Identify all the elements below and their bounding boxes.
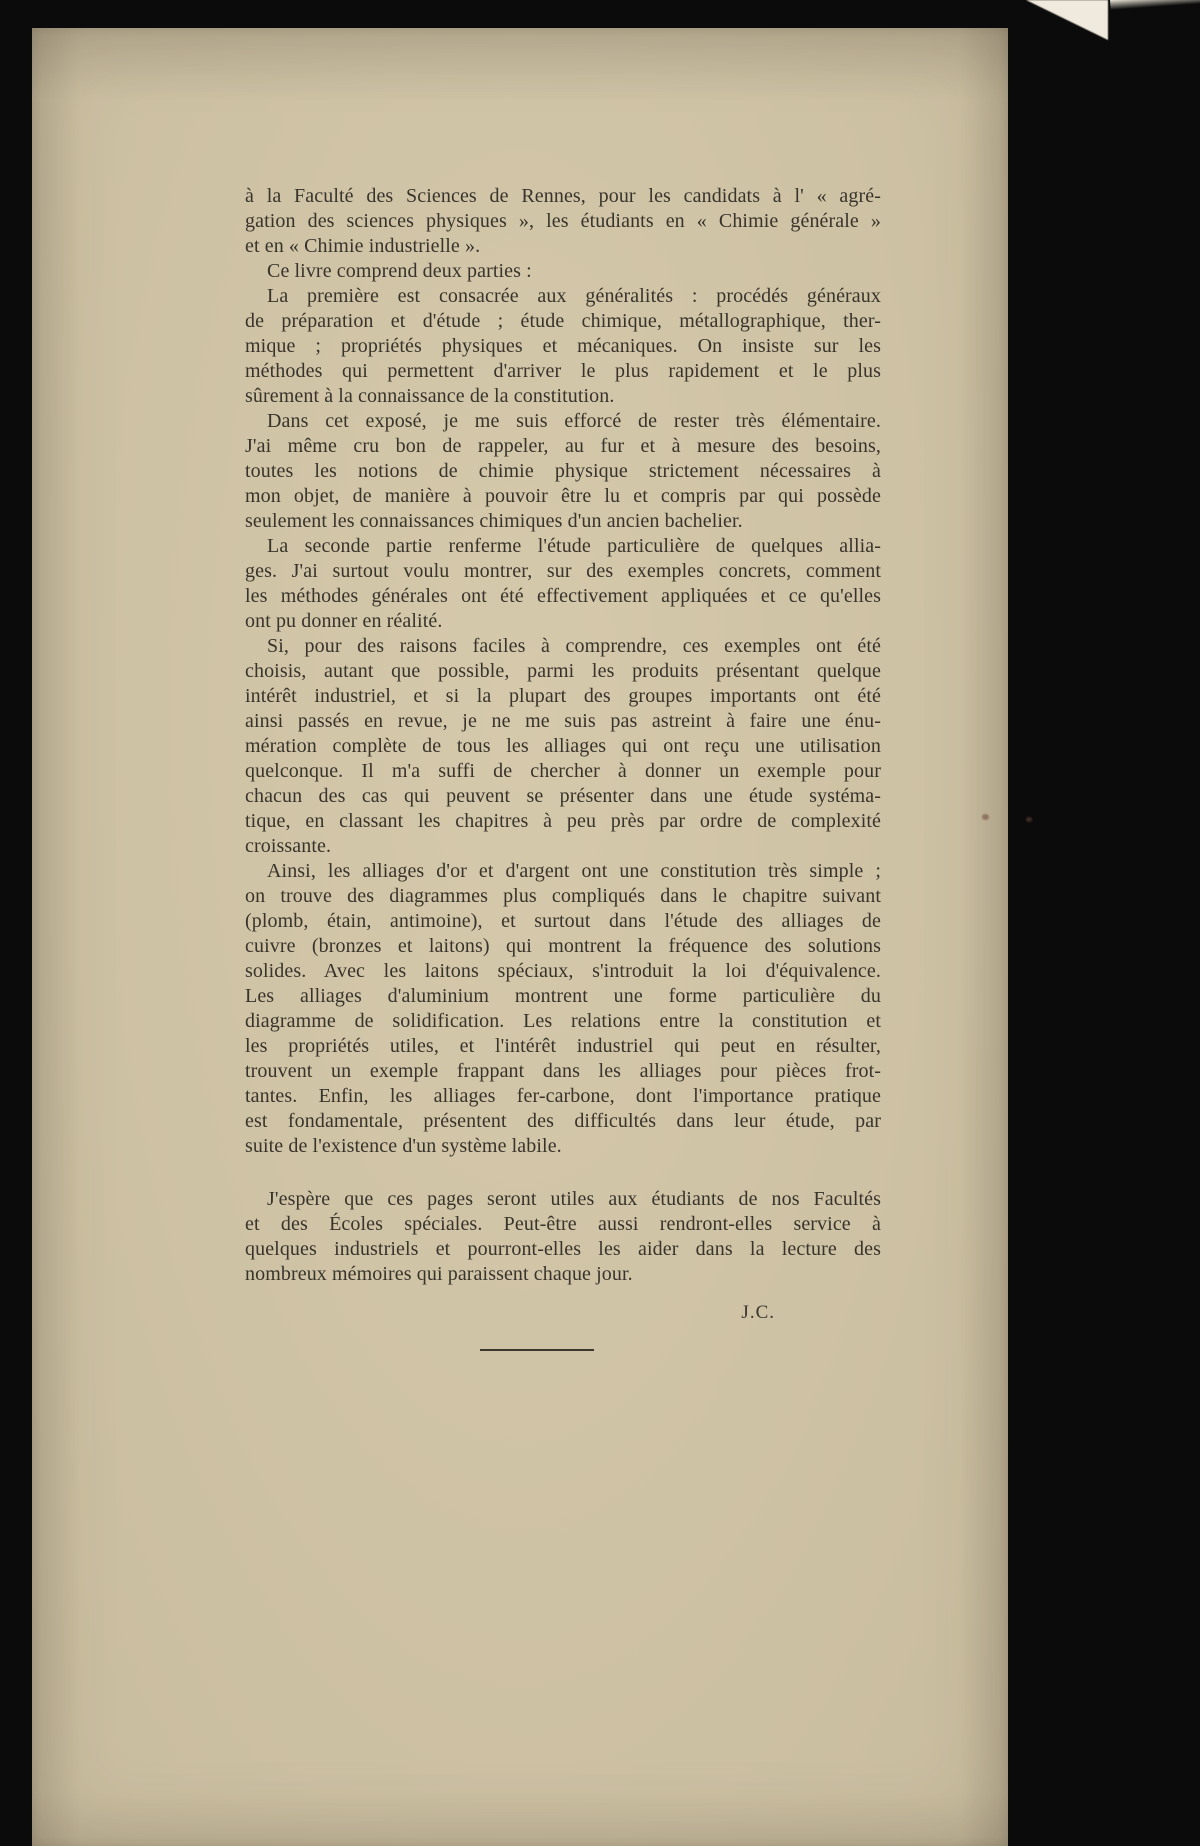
text-line: (plomb, étain, antimoine), et surtout dans l'étude des alliages de: [245, 910, 881, 932]
text-line: méthodes qui permettent d'arriver le plus rapidement et le plus: [245, 360, 881, 382]
text-line: Si, pour des raisons faciles à comprendre, ces exemples ont été: [267, 635, 881, 657]
end-rule: [480, 1349, 594, 1351]
stain-speck: [1026, 817, 1032, 822]
paragraph: [245, 184, 881, 259]
text-line: est fondamentale, présentent des difficultés dans leur étude, par: [245, 1110, 881, 1132]
author-initials: J.C.: [741, 1302, 775, 1323]
text-line: on trouve des diagrammes plus compliqués dans le chapitre suivant: [245, 885, 881, 907]
text-line: cuivre (bronzes et laitons) qui montrent la fréquence des solutions: [245, 935, 881, 957]
text-line: Ce livre comprend deux parties :: [267, 260, 532, 282]
text-line: Ainsi, les alliages d'or et d'argent ont une constitution très simple ;: [267, 860, 881, 882]
text-block: [245, 184, 881, 1351]
text-line: diagramme de solidification. Les relations entre la constitution et: [245, 1010, 881, 1032]
text-line: quelconque. Il m'a suffi de chercher à donner un exemple pour: [245, 760, 881, 782]
text-line: solides. Avec les laitons spéciaux, s'introduit la loi d'équivalence.: [245, 960, 881, 982]
text-line: La première est consacrée aux généralités : procédés généraux: [267, 285, 881, 307]
text-line: chacun des cas qui peuvent se présenter dans une étude systéma-: [245, 785, 881, 807]
text-line: toutes les notions de chimie physique strictement nécessaires à: [245, 460, 881, 482]
text-line: mique ; propriétés physiques et mécaniques. On insiste sur les: [245, 335, 881, 357]
text-line: seulement les connaissances chimiques d'un ancien bachelier.: [245, 510, 743, 532]
text-line: La seconde partie renferme l'étude particulière de quelques allia-: [267, 535, 881, 557]
text-line: les méthodes générales ont été effectivement appliquées et ce qu'elles: [245, 585, 881, 607]
text-line: mération complète de tous les alliages qui ont reçu une utilisation: [245, 735, 881, 757]
text-line: Les alliages d'aluminium montrent une forme particulière du: [245, 985, 881, 1007]
paragraph: [245, 1187, 881, 1287]
paragraph: [245, 284, 881, 409]
text-line: Dans cet exposé, je me suis efforcé de rester très élémentaire.: [267, 410, 881, 432]
text-line: croissante.: [245, 835, 332, 857]
text-line: à la Faculté des Sciences de Rennes, pour les candidats à l' « agré-: [245, 185, 881, 207]
text-line: mon objet, de manière à pouvoir être lu et compris par qui possède: [245, 485, 881, 507]
text-line: intérêt industriel, et si la plupart des groupes importants ont été: [245, 685, 881, 707]
text-line: J'ai même cru bon de rappeler, au fur et à mesure des besoins,: [245, 435, 881, 457]
text-line: trouvent un exemple frappant dans les alliages pour pièces frot-: [245, 1060, 881, 1082]
text-line: ges. J'ai surtout voulu montrer, sur des exemples concrets, comment: [245, 560, 881, 582]
paragraph: [245, 259, 881, 284]
paragraph: [245, 859, 881, 1159]
paragraph: [245, 409, 881, 534]
text-line: tantes. Enfin, les alliages fer-carbone, dont l'importance pratique: [245, 1085, 881, 1107]
paragraph: [245, 634, 881, 859]
text-line: ainsi passés en revue, je ne me suis pas astreint à faire une énu-: [245, 710, 881, 732]
text-line: et en « Chimie industrielle ».: [245, 235, 481, 257]
paragraph: [245, 534, 881, 634]
text-line: les propriétés utiles, et l'intérêt industriel qui peut en résulter,: [245, 1035, 881, 1057]
text-line: ont pu donner en réalité.: [245, 610, 443, 632]
text-line: gation des sciences physiques », les étudiants en « Chimie générale »: [245, 210, 881, 232]
text-line: choisis, autant que possible, parmi les produits présentant quelque: [245, 660, 881, 682]
text-line: tique, en classant les chapitres à peu près par ordre de complexité: [245, 810, 881, 832]
text-line: suite de l'existence d'un système labile.: [245, 1135, 562, 1157]
text-line: de préparation et d'étude ; étude chimique, métallographique, ther-: [245, 310, 881, 332]
scanned-page: [32, 28, 1008, 1846]
text-line: J'espère que ces pages seront utiles aux étudiants de nos Facultés: [267, 1188, 881, 1210]
text-line: sûrement à la connaissance de la constitution.: [245, 385, 615, 407]
page-corner-curl: [1026, 0, 1108, 40]
text-line: nombreux mémoires qui paraissent chaque jour.: [245, 1263, 633, 1285]
text-line: et des Écoles spéciales. Peut-être aussi rendront-elles service à: [245, 1213, 881, 1235]
page-corner-curl: [1110, 0, 1200, 10]
text-line: quelques industriels et pourront-elles les aider dans la lecture des: [245, 1238, 881, 1260]
stain-speck: [982, 814, 989, 820]
